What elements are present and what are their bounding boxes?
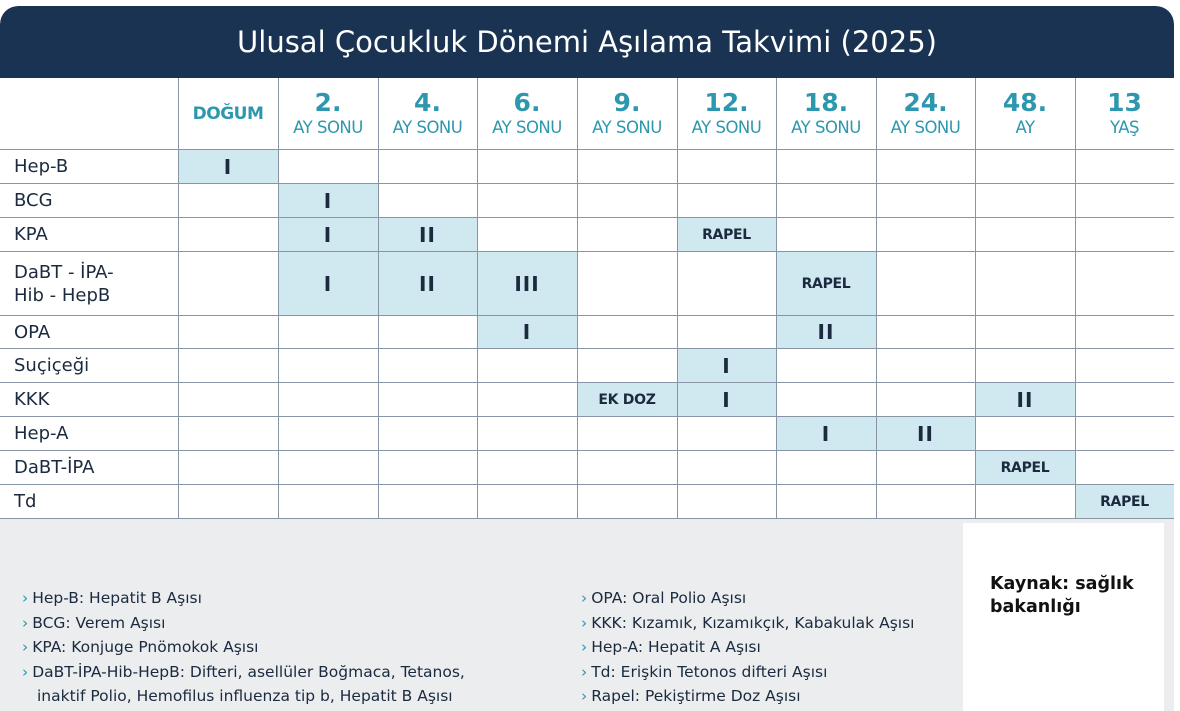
chevron-right-icon: › [22, 613, 29, 632]
column-header-unit: AY SONU [293, 117, 363, 137]
dose-cell-scheduled [378, 218, 477, 252]
chevron-right-icon: › [22, 638, 29, 656]
dose-cell [776, 349, 876, 383]
dose-cell [677, 184, 776, 218]
dose-label: RAPEL [1000, 459, 1050, 476]
dose-cell [975, 417, 1075, 451]
legend-item-text: OPA: Oral Polio Aşısı [591, 589, 747, 607]
source-note-line: bakanlığı [990, 597, 1081, 617]
column-header [577, 78, 677, 150]
dose-cell [876, 485, 975, 519]
vaccine-name-line: Suçiçeği [14, 355, 90, 376]
dose-cell-scheduled [477, 316, 577, 349]
dose-cell [776, 383, 876, 417]
dose-cell-scheduled [178, 150, 278, 184]
column-header [975, 78, 1075, 150]
dose-cell [677, 252, 776, 316]
dose-cell [776, 451, 876, 485]
vaccine-name-line: DaBT-İPA [14, 457, 95, 478]
column-header-number: 2. [314, 87, 342, 117]
vaccine-name-line: KPA [14, 224, 48, 245]
dose-label: I [323, 188, 333, 213]
dose-cell [577, 218, 677, 252]
chevron-right-icon: › [581, 687, 588, 705]
dose-cell [975, 252, 1075, 316]
table-row [0, 451, 1174, 485]
dose-cell-scheduled [278, 218, 378, 252]
dose-cell [477, 184, 577, 218]
legend-item [22, 611, 465, 636]
dose-cell-scheduled [975, 451, 1075, 485]
column-header-number: 48. [1002, 87, 1048, 117]
header-row [0, 78, 1174, 150]
dose-cell [278, 150, 378, 184]
column-header-number: 6. [513, 87, 541, 117]
dose-cell [577, 150, 677, 184]
dose-cell [477, 349, 577, 383]
source-note [990, 573, 1134, 619]
vaccine-name-line: OPA [14, 321, 51, 343]
dose-label: II [419, 222, 436, 247]
table-row [0, 184, 1174, 218]
legend-item-continuation: inaktif Polio, Hemofilus influenza tip b, Hepatit B Aşısı [37, 687, 453, 705]
column-header [378, 78, 477, 150]
dose-cell [577, 252, 677, 316]
dose-cell [677, 451, 776, 485]
dose-label: EK DOZ [598, 391, 656, 408]
column-header [477, 78, 577, 150]
dose-cell [178, 417, 278, 451]
legend-item [22, 586, 465, 611]
dose-label: I [522, 320, 532, 344]
chevron-right-icon: › [581, 638, 588, 656]
legend-item-text: Td: Erişkin Tetonos difteri Aşısı [591, 662, 828, 681]
dose-cell [178, 252, 278, 316]
column-header [776, 78, 876, 150]
dose-cell [975, 184, 1075, 218]
dose-cell-scheduled [378, 252, 477, 316]
dose-cell [278, 485, 378, 519]
dose-cell [677, 316, 776, 349]
dose-cell [776, 150, 876, 184]
dose-label: II [1016, 387, 1034, 412]
dose-cell [477, 383, 577, 417]
dose-cell [975, 485, 1075, 519]
column-header-unit: AY SONU [691, 117, 762, 137]
legend-item-text: DaBT-İPA-Hib-HepB: Difteri, asellüler Boğmaca, Tetanos, [32, 662, 465, 681]
dose-cell [577, 451, 677, 485]
dose-cell [1075, 349, 1174, 383]
dose-cell [178, 485, 278, 519]
column-header-label: DOĞUM [192, 103, 264, 124]
table-row [0, 349, 1174, 383]
vaccine-name [0, 218, 178, 252]
vaccine-name-line: Hib - HepB [14, 284, 111, 306]
dose-label: I [223, 154, 233, 179]
dose-cell [1075, 451, 1174, 485]
legend-item-text: Hep-B: Hepatit B Aşısı [32, 589, 202, 607]
column-header-number: 9. [613, 87, 641, 117]
table-row [0, 417, 1174, 451]
page-title: Ulusal Çocukluk Dönemi Aşılama Takvimi (2025) [0, 6, 1174, 78]
dose-cell [378, 316, 477, 349]
dose-cell [577, 485, 677, 519]
legend-item [581, 660, 914, 685]
dose-cell [1075, 316, 1174, 349]
column-header [278, 78, 378, 150]
chevron-right-icon: › [22, 589, 29, 607]
dose-cell-scheduled [876, 417, 975, 451]
dose-cell [278, 349, 378, 383]
table-row [0, 485, 1174, 519]
dose-cell [378, 417, 477, 451]
dose-cell [378, 451, 477, 485]
dose-cell-scheduled [776, 417, 876, 451]
chevron-right-icon: › [22, 662, 29, 681]
table-row [0, 218, 1174, 252]
column-header [677, 78, 776, 150]
dose-label: I [722, 387, 731, 412]
column-header [1075, 78, 1174, 150]
vaccine-name [0, 150, 178, 184]
vaccine-name-line: Td [14, 491, 37, 512]
vaccination-schedule-table [0, 78, 1174, 519]
column-header-unit: YAŞ [1109, 117, 1140, 137]
dose-label: RAPEL [801, 275, 851, 292]
legend-item-text: KPA: Konjuge Pnömokok Aşısı [32, 638, 259, 656]
chevron-right-icon: › [581, 589, 588, 607]
dose-label: II [817, 320, 835, 344]
dose-cell [876, 383, 975, 417]
legend-item [581, 586, 914, 611]
dose-cell [677, 417, 776, 451]
dose-cell [975, 316, 1075, 349]
dose-cell [178, 316, 278, 349]
dose-cell [876, 218, 975, 252]
dose-cell [378, 150, 477, 184]
dose-label: I [323, 222, 333, 247]
dose-cell [975, 150, 1075, 184]
dose-cell [378, 184, 477, 218]
column-header-number: 12. [704, 87, 749, 117]
dose-cell-scheduled [677, 218, 776, 252]
dose-label: III [514, 271, 540, 296]
dose-cell [477, 150, 577, 184]
legend-right [581, 586, 914, 709]
dose-cell [1075, 383, 1174, 417]
dose-cell [677, 150, 776, 184]
vaccine-name [0, 417, 178, 451]
dose-cell-scheduled [677, 383, 776, 417]
column-header-number: 4. [414, 87, 441, 117]
dose-cell-scheduled [1075, 485, 1174, 519]
dose-cell [876, 316, 975, 349]
dose-cell [577, 417, 677, 451]
vaccine-name-line: DaBT - İPA- [14, 261, 114, 283]
legend-item [581, 611, 914, 636]
dose-cell-scheduled [278, 252, 378, 316]
chevron-right-icon: › [581, 613, 588, 632]
legend-item [581, 684, 914, 709]
source-note-box [963, 523, 1164, 711]
dose-cell [975, 349, 1075, 383]
dose-cell [876, 150, 975, 184]
dose-cell [1075, 218, 1174, 252]
dose-label: II [917, 421, 934, 446]
dose-cell [1075, 184, 1174, 218]
column-header-unit: AY SONU [492, 117, 562, 137]
dose-cell [876, 184, 975, 218]
dose-cell-scheduled [776, 316, 876, 349]
vaccine-name [0, 316, 178, 349]
corner-cell [0, 78, 178, 150]
dose-cell [577, 316, 677, 349]
legend-item-text: Hep-A: Hepatit A Aşısı [591, 638, 761, 656]
column-header-number: 24. [903, 87, 948, 117]
dose-cell [178, 218, 278, 252]
vaccine-name [0, 451, 178, 485]
vaccine-name-line: Hep-B [14, 156, 69, 177]
legend-left [22, 586, 465, 709]
vaccine-name-line: Hep-A [14, 423, 69, 444]
column-header [178, 78, 278, 150]
table-row [0, 383, 1174, 417]
dose-cell [178, 184, 278, 218]
dose-label: I [821, 421, 831, 446]
dose-cell [278, 383, 378, 417]
vaccine-name [0, 349, 178, 383]
legend-item-text: BCG: Verem Aşısı [32, 613, 166, 632]
dose-label: RAPEL [1100, 493, 1149, 510]
dose-cell [776, 184, 876, 218]
dose-cell [876, 451, 975, 485]
table-row [0, 150, 1174, 184]
dose-cell [1075, 417, 1174, 451]
table-row [0, 316, 1174, 349]
vaccine-name-line: KKK [14, 389, 50, 410]
column-header-unit: AY SONU [392, 117, 463, 137]
legend-item-text: Rapel: Pekiştirme Doz Aşısı [591, 687, 801, 705]
dose-cell [378, 349, 477, 383]
column-header-unit: AY [1015, 117, 1035, 137]
dose-cell [178, 451, 278, 485]
dose-cell-scheduled [776, 252, 876, 316]
dose-cell-scheduled [975, 383, 1075, 417]
vaccine-name [0, 184, 178, 218]
dose-cell [577, 349, 677, 383]
vaccine-name-line: BCG [14, 190, 53, 211]
dose-cell [1075, 252, 1174, 316]
legend-item-text: KKK: Kızamık, Kızamıkçık, Kabakulak Aşısı [591, 613, 915, 632]
dose-label: I [722, 353, 731, 378]
column-header-unit: AY SONU [890, 117, 961, 137]
vaccine-name [0, 485, 178, 519]
dose-cell [378, 485, 477, 519]
dose-cell [278, 316, 378, 349]
dose-cell [278, 417, 378, 451]
source-note-line: Kaynak: sağlık [990, 574, 1134, 594]
dose-cell [477, 417, 577, 451]
dose-cell [577, 184, 677, 218]
dose-cell [1075, 150, 1174, 184]
dose-cell [477, 485, 577, 519]
legend-item [22, 635, 465, 660]
dose-cell [876, 252, 975, 316]
dose-cell [477, 451, 577, 485]
dose-cell-scheduled [477, 252, 577, 316]
chevron-right-icon: › [581, 662, 588, 681]
legend-item [581, 635, 914, 660]
dose-cell-scheduled [278, 184, 378, 218]
dose-label: II [419, 271, 436, 296]
column-header [876, 78, 975, 150]
vaccine-name [0, 383, 178, 417]
dose-cell [876, 349, 975, 383]
dose-cell [975, 218, 1075, 252]
column-header-number: 18. [803, 87, 849, 117]
legend-item [22, 660, 465, 685]
column-header-unit: AY SONU [791, 117, 861, 137]
dose-cell [776, 485, 876, 519]
column-header-number: 13 [1107, 87, 1142, 117]
dose-cell [776, 218, 876, 252]
dose-cell [677, 485, 776, 519]
dose-cell [178, 349, 278, 383]
table-row [0, 252, 1174, 316]
dose-cell [477, 218, 577, 252]
dose-cell [178, 383, 278, 417]
dose-label: I [323, 271, 333, 296]
dose-cell-scheduled [577, 383, 677, 417]
dose-cell [378, 383, 477, 417]
dose-cell [278, 451, 378, 485]
vaccine-name [0, 252, 178, 316]
dose-cell-scheduled [677, 349, 776, 383]
dose-label: RAPEL [702, 226, 751, 243]
column-header-unit: AY SONU [592, 117, 662, 137]
